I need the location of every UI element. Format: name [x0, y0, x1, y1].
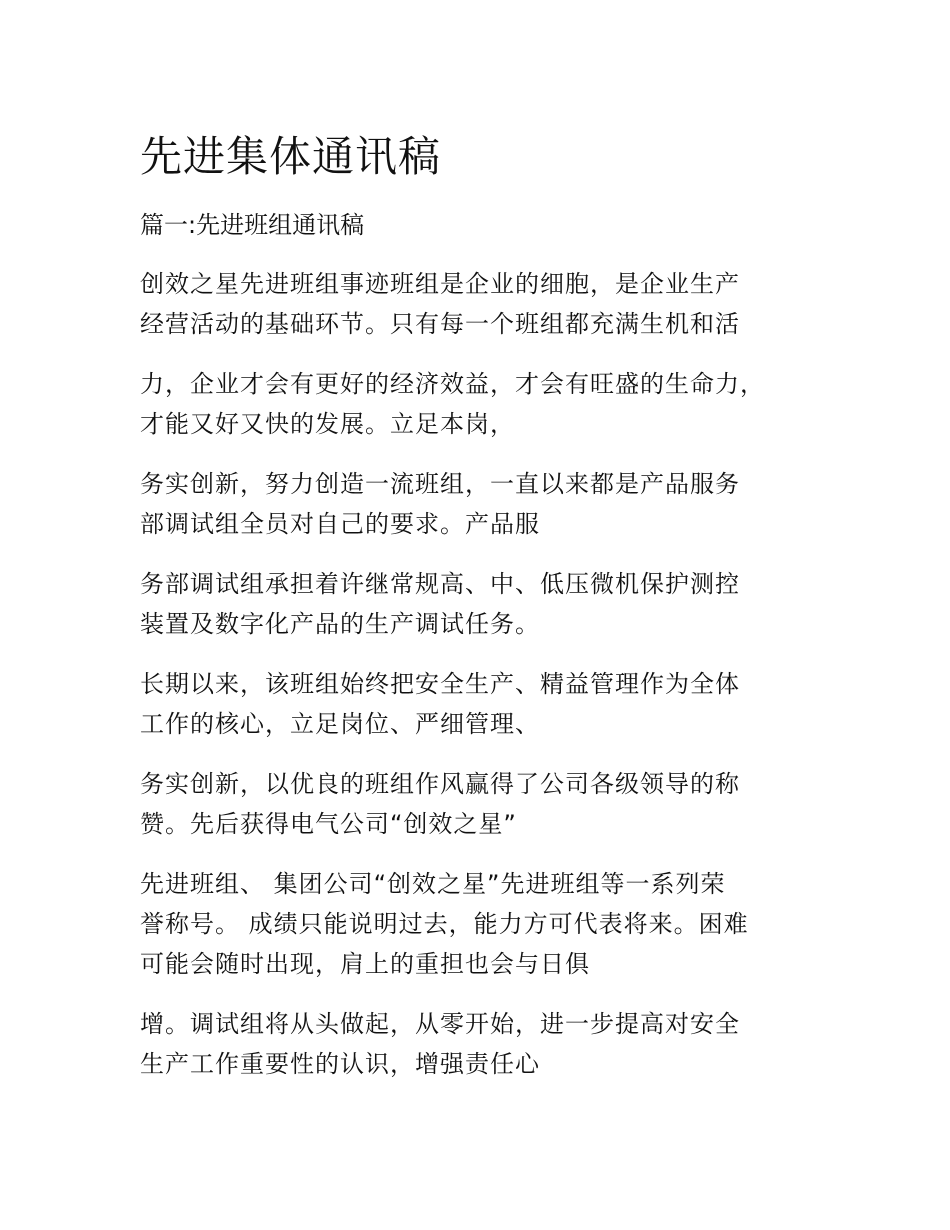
paragraph-line: 部调试组全员对自己的要求。产品服 [140, 510, 540, 538]
paragraph-line: 经营活动的基础环节。只有每一个班组都充满生机和活 [140, 310, 740, 338]
paragraph [140, 264, 740, 344]
paragraph-line: 务部调试组承担着许继常规高、中、低压微机保护测控 [140, 570, 740, 598]
paragraph-line: 可能会随时出现，肩上的重担也会与日俱 [140, 950, 590, 978]
paragraph [140, 564, 740, 644]
document-title: 先进集体通讯稿 [140, 132, 442, 181]
paragraph-line: 增。调试组将从头做起，从零开始，进一步提高对安全 [140, 1010, 740, 1038]
paragraph [140, 1004, 740, 1084]
paragraph-line: 生产工作重要性的认识，增强责任心 [140, 1050, 540, 1078]
paragraph-line: 誉称号。 成绩只能说明过去，能力方可代表将来。困难 [140, 910, 749, 938]
document-subtitle: 篇一:先进班组通讯稿 [140, 211, 365, 239]
paragraph-line: 装置及数字化产品的生产调试任务。 [140, 610, 540, 638]
paragraph [140, 864, 749, 984]
paragraph-line: 长期以来，该班组始终把安全生产、精益管理作为全体 [140, 670, 740, 698]
paragraph-line: 创效之星先进班组事迹班组是企业的细胞，是企业生产 [140, 270, 740, 298]
paragraph-line: 工作的核心，立足岗位、严细管理、 [140, 710, 540, 738]
paragraph-line: 力，企业才会有更好的经济效益，才会有旺盛的生命力， [140, 370, 765, 398]
paragraph [140, 364, 765, 444]
paragraph-line: 才能又好又快的发展。立足本岗， [140, 410, 515, 438]
paragraph-line: 先进班组、 集团公司“创效之星”先进班组等一系列荣 [140, 870, 726, 898]
paragraph [140, 464, 740, 544]
paragraph-line: 赞。先后获得电气公司“创效之星” [140, 810, 517, 838]
paragraph-line: 务实创新，以优良的班组作风赢得了公司各级领导的称 [140, 770, 740, 798]
paragraph [140, 764, 740, 844]
paragraph [140, 664, 740, 744]
paragraph-line: 务实创新，努力创造一流班组，一直以来都是产品服务 [140, 470, 740, 498]
